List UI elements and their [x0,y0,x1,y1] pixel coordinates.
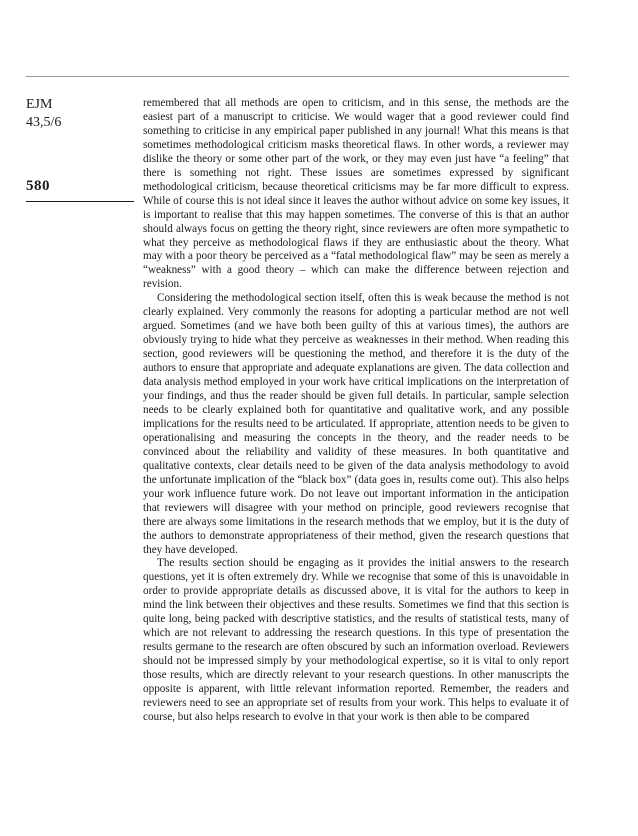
journal-info [26,96,61,132]
page-number: 580 [26,178,50,194]
paragraph-1: remembered that all methods are open to criticism, and in this sense, the methods are the easiest part of a manuscript to criticise. We would wager that a good reviewer could find something to criticise in any empirical paper published in any journal! What this means is that sometimes methodological criticism masks theoretical flaws. In other words, a reviewer may dislike the theory or some other part of the work, or they may even just have “a feeling” that there is something not right. These issues are sometimes expressed by significant methodological criticism, because theoretical criticisms may be far more difficult to express. While of course this is not ideal since it leaves the author without advice on some key issues, it is important to realise that this may happen sometimes. The converse of this is that an author should always focus on getting the theory right, since reviewers are often more sympathetic to what they perceive as methodological flaws if they are enthusiastic about the theory. What may with a poor theory be perceived as a “fatal methodological flaw” may be seen as merely a “weakness” with a good theory – which can make the difference between rejection and revision. [143,97,569,291]
volume-issue: 43,5/6 [26,115,62,130]
header-rule [26,76,569,77]
paragraph-2: Considering the methodological section itself, often this is weak because the method is not clearly explained. Very commonly the reasons for adopting a particular method are not well argued. Sometimes (and we have both been guilty of this at various times), the authors are obviously trying to hide what they perceive as weaknesses in their method. When reading this section, good reviewers will be questioning the method, and therefore it is the duty of the authors to ensure that appropriate and adequate explanations are given. The data collection and data analysis method employed in your work have critical implications on the interpretation of your findings, and thus the reader should be given full details. In particular, sample selection needs to be clearly explained both for quantitative and qualitative work, and any possible implications for the results need to be articulated. If appropriate, attention needs to be given to operationalising and measuring the concepts in the theory, and the reader needs to be convinced about the reliability and validity of these measures. In both quantitative and qualitative contexts, clear details need to be given of the data analysis methodology to avoid the unfortunate implication of the “black box” (data goes in, results come out). This also helps your work influence future work. Do not leave out important information in the anticipation that reviewers will disagree with your method on principle, good reviewers recognise that there are always some limitations in the research methods that we employ, but it is the duty of the authors to demonstrate appropriateness of their method, given the research questions that they have developed. [143,292,569,556]
paragraph-3: The results section should be engaging as it provides the initial answers to the research questions, yet it is often extremely dry. While we recognise that some of this is unavoidable in order to provide appropriate details as discussed above, it is vital for the authors to keep in mind the link between their objectives and these results. Sometimes we find that this section is quite long, being packed with descriptive statistics, and the results of statistical tests, many of which are not relevant to addressing the research questions. In this type of presentation the results germane to the research are often obscured by such an information overload. Reviewers should not be impressed simply by your methodological expertise, so it is vital to only report those results, which are directly relevant to your research questions. In other manuscripts the opposite is apparent, with little relevant information reported. Remember, the readers and reviewers need to see an appropriate set of results from your work. This helps to evaluate it of course, but also helps research to evolve in that your work is then able to be compared [143,557,569,723]
page-number-rule [26,201,134,202]
article-body [143,97,569,725]
journal-code: EJM [26,97,53,112]
